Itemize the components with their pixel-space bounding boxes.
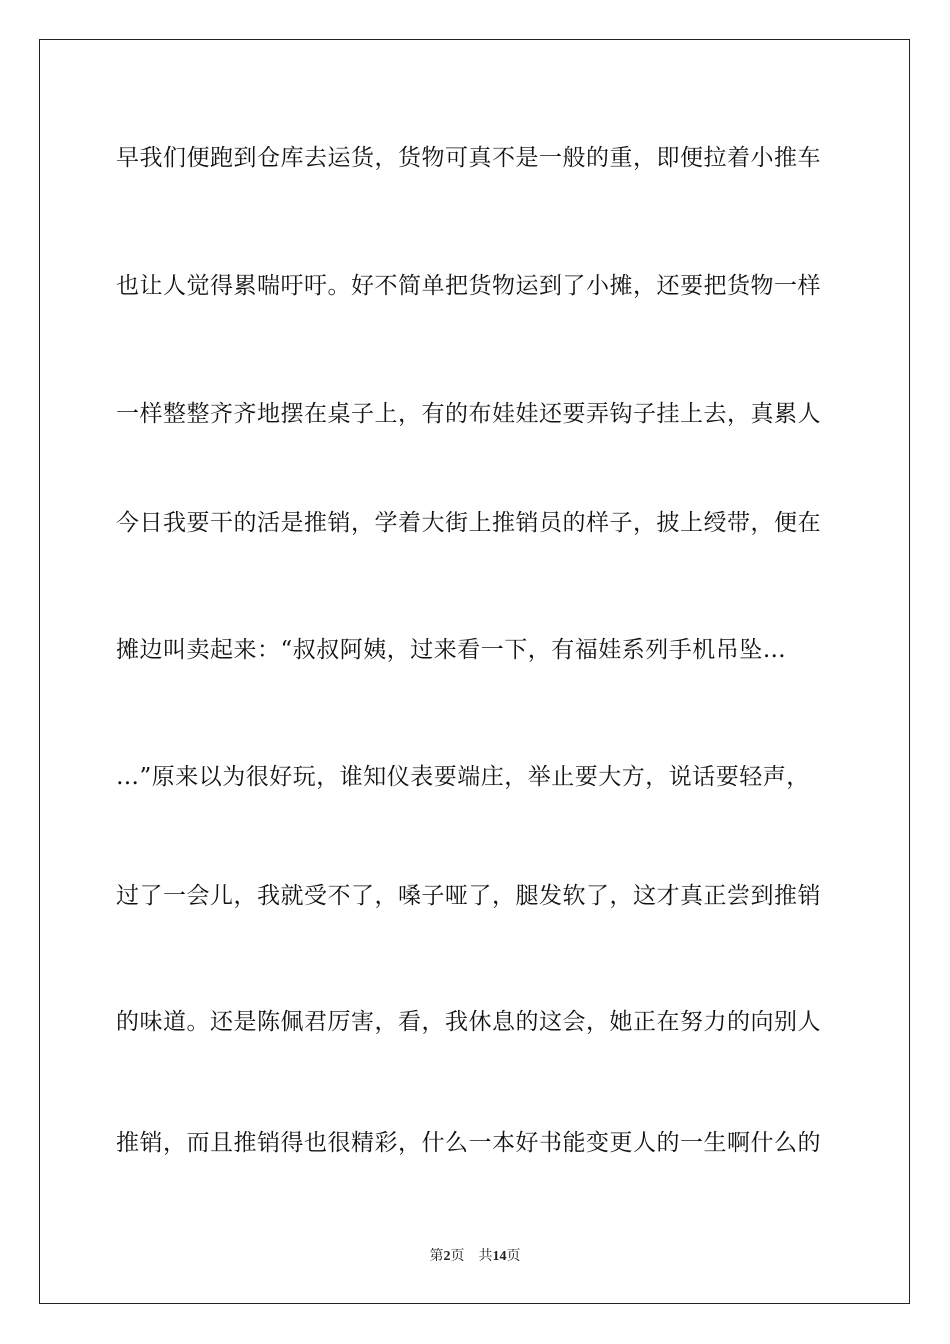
- body-text-line-6: …”原来以为很好玩，谁知仪表要端庄，举止要大方，说话要轻声，: [116, 764, 810, 790]
- total-suffix: 页: [506, 1249, 521, 1264]
- body-text-line-4: 今日我要干的活是推销，学着大街上推销员的样子，披上绶带，便在: [116, 510, 821, 536]
- body-text-line-5: 摊边叫卖起来：“叔叔阿姨，过来看一下，有福娃系列手机吊坠…: [116, 637, 787, 663]
- page-prefix: 第: [429, 1249, 444, 1264]
- total-prefix: 共: [478, 1249, 493, 1264]
- body-text-line-3: 一样整整齐齐地摆在桌子上，有的布娃娃还要弄钩子挂上去，真累人: [116, 401, 821, 427]
- body-text-line-1: 早我们便跑到仓库去运货，货物可真不是一般的重，即便拉着小推车: [116, 145, 821, 171]
- page-total: 14: [492, 1249, 507, 1264]
- body-text-line-7: 过了一会儿，我就受不了，嗓子哑了，腿发软了，这才真正尝到推销: [116, 883, 821, 909]
- body-text-line-9: 推销，而且推销得也很精彩，什么一本好书能变更人的一生啊什么的: [116, 1130, 821, 1156]
- body-text-line-8: 的味道。还是陈佩君厉害，看，我休息的这会，她正在努力的向别人: [116, 1009, 821, 1035]
- page-border: [39, 39, 910, 1304]
- page-current: 2: [443, 1249, 451, 1264]
- body-text-line-2: 也让人觉得累喘吁吁。好不简单把货物运到了小摊，还要把货物一样: [116, 273, 821, 299]
- page-number-footer: [0, 1248, 950, 1266]
- page-suffix: 页: [450, 1249, 465, 1264]
